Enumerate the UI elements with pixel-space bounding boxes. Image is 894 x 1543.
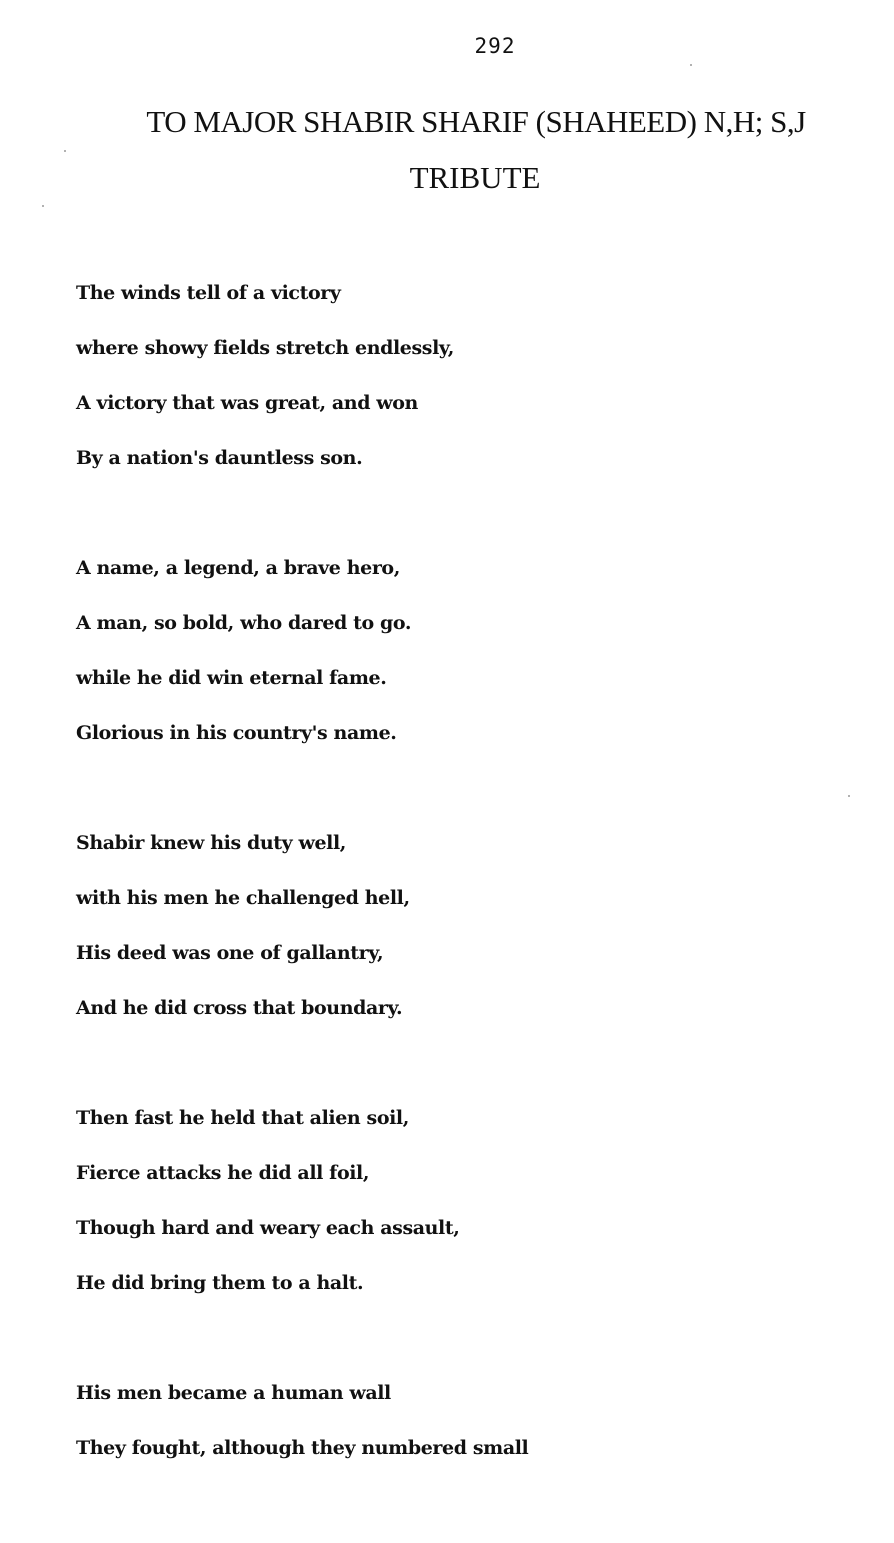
poem-line: Then fast he held that alien soil, [76, 1107, 409, 1129]
poem-line: And he did cross that boundary. [76, 997, 403, 1019]
poem-line: A man, so bold, who dared to go. [76, 612, 412, 634]
stanza-1 [76, 278, 776, 498]
poem-line: They fought, although they numbered small [76, 1437, 529, 1459]
poem-title: TO MAJOR SHABIR SHARIF (SHAHEED) N,H; S,J [146, 104, 806, 139]
poem-line: The winds tell of a victory [76, 282, 341, 304]
stanza-3 [76, 828, 776, 1048]
poem-line: By a nation's dauntless son. [76, 447, 363, 469]
stanza-5 [76, 1378, 776, 1488]
poem-line: A name, a legend, a brave hero, [76, 557, 400, 579]
stanza-4 [76, 1103, 776, 1323]
poem-line: He did bring them to a halt. [76, 1272, 364, 1294]
poem-line: where showy fields stretch endlessly, [76, 337, 454, 359]
poem-line: His men became a human wall [76, 1382, 391, 1404]
poem-body [76, 278, 776, 1543]
poem-line: His deed was one of gallantry, [76, 942, 384, 964]
page-number: 292 [474, 34, 516, 58]
scan-speck [690, 64, 692, 66]
poem-line: Fierce attacks he did all foil, [76, 1162, 370, 1184]
poem-line: while he did win eternal fame. [76, 667, 387, 689]
poem-line: Shabir knew his duty well, [76, 832, 346, 854]
poem-line: Though hard and weary each assault, [76, 1217, 460, 1239]
poem-line: A victory that was great, and won [76, 392, 418, 414]
stanza-2 [76, 553, 776, 773]
poem-line: Glorious in his country's name. [76, 722, 397, 744]
scan-speck [848, 795, 850, 797]
scan-speck [42, 205, 44, 207]
scan-speck [64, 150, 66, 152]
poem-subtitle: TRIBUTE [409, 160, 541, 195]
poem-line: with his men he challenged hell, [76, 887, 410, 909]
